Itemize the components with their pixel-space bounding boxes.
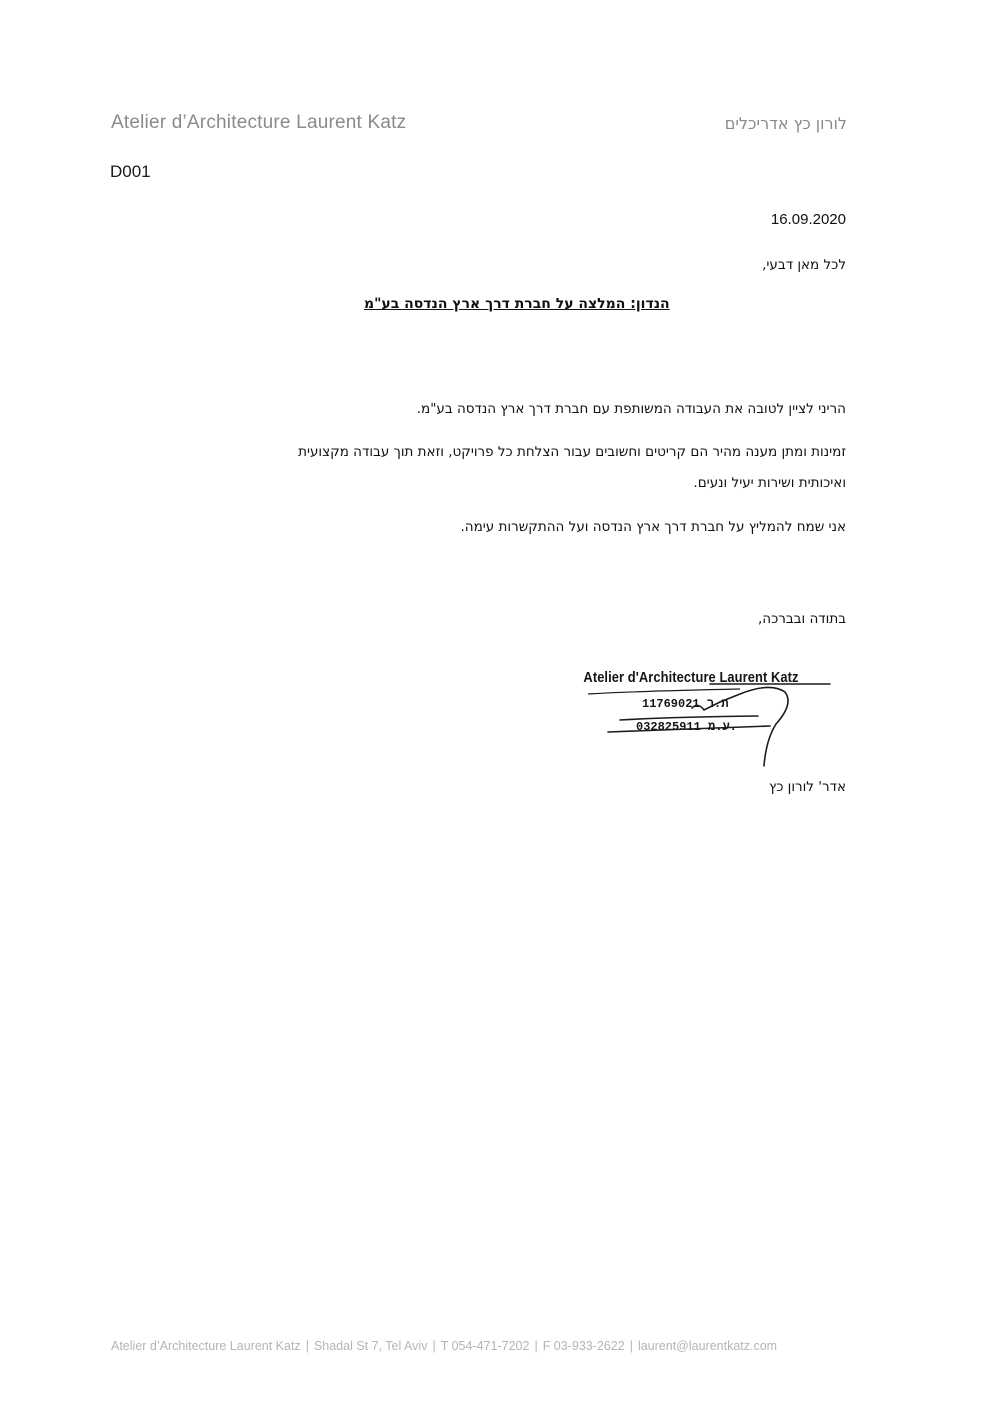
company-stamp-and-signature bbox=[580, 662, 860, 772]
footer-phone: T 054-471-7202 bbox=[440, 1339, 530, 1353]
letterhead-firm-name-english: Atelier d’Architecture Laurent Katz bbox=[111, 112, 407, 133]
stamp-vat-line: 032825911 ע.מ. bbox=[636, 720, 737, 734]
greeting: לכל מאן דבעי, bbox=[762, 257, 846, 273]
signature-underline bbox=[588, 689, 740, 694]
letter-date: 16.09.2020 bbox=[770, 211, 846, 228]
signer-name: אדר' לורון כץ bbox=[768, 779, 846, 795]
stamp-firm-name: Atelier d'Architecture Laurent Katz bbox=[583, 668, 799, 686]
stamp-registration-line: 11769021 ת.ר bbox=[642, 697, 729, 711]
closing-salutation: בתודה ובברכה, bbox=[758, 611, 846, 627]
body-paragraph-1: הריני לציין לטובה את העבודה המשותפת עם חברת דרך ארץ הנדסה בע"מ. bbox=[416, 401, 846, 417]
body-paragraph-2-line-1: זמינות ומתן מענה מהיר הם קריטים וחשובים עבור הצלחת כל פרויקט, וזאת תוך עבודה מקצועית bbox=[298, 444, 846, 460]
subject-line: הנדון: המלצה על חברת דרך ארץ הנדסה בע"מ bbox=[364, 296, 670, 312]
letterhead-footer: Atelier d’Architecture Laurent Katz | Shadal St 7, Tel Aviv | T 054-471-7202 | F 03-933-2622 | laurent@laurentkatz.com bbox=[111, 1339, 778, 1353]
footer-fax: F 03-933-2622 bbox=[542, 1339, 625, 1353]
document-number: D001 bbox=[110, 162, 151, 181]
letterhead-firm-name-hebrew: לורון כץ אדריכלים bbox=[724, 114, 847, 133]
body-paragraph-3: אני שמח להמליץ על חברת דרך ארץ הנדסה ועל ההתקשרות עימה. bbox=[460, 519, 846, 535]
footer-address: Shadal St 7, Tel Aviv bbox=[313, 1339, 428, 1353]
footer-email: laurent@laurentkatz.com bbox=[637, 1339, 778, 1353]
body-paragraph-2-line-2: ואיכותית ושירות יעיל ונעים. bbox=[693, 475, 846, 491]
footer-firm: Atelier d’Architecture Laurent Katz bbox=[111, 1339, 301, 1353]
